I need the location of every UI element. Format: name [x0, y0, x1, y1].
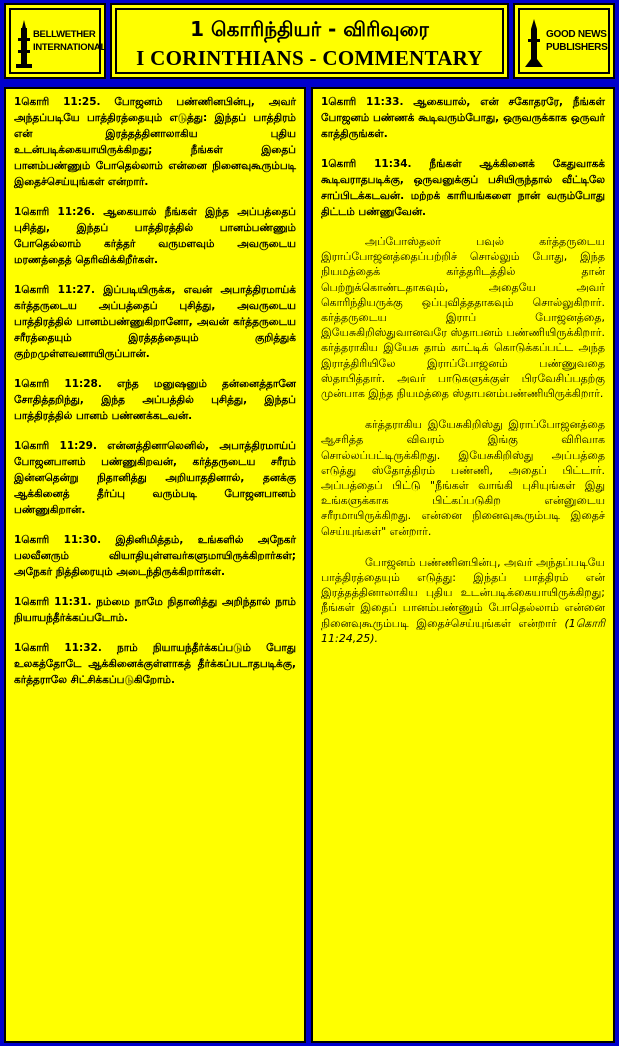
bellwether-logo: [4, 3, 106, 79]
verse-11-33: 1கொரி 11:33. ஆகையால், என் சகோதரரே, நீங்கள் போஜனம் பண்ணக் கூடிவரும்போது, ஒருவருக்காக ஒருவர் காத்திருங்கள்.: [321, 96, 605, 140]
tower-icon: [525, 19, 543, 69]
verse-11-31: 1கொரி 11:31. நம்மை நாமே நிதானித்து அறிந்தால் நாம் நியாயந்தீர்க்கப்படோம்.: [14, 596, 296, 624]
commentary-text: போஜனம் பண்ணினபின்பு, அவர் அந்தப்படியே பாத்திரத்தையும் எடுத்து: இந்தப் பாத்திரம் என் இரத்தத்தினாலாகிய புதிய உடன்படிக்கையாயிருக்கிறது; நீங்கள் இதைப் பானம்பண்ணும் போதெல்லாம் என்னை நினைவுகூரும்படி இதைச்செய்யுங்கள் என்றார்: [321, 555, 605, 630]
good-news-logo: [513, 3, 615, 79]
commentary-citation: (1கொரி 11:24,25).: [321, 616, 606, 645]
left-logo-line1: BELLWETHER: [33, 29, 96, 40]
commentary-paragraph: கர்த்தராகிய இயேசுகிறிஸ்து இராப்போஜனத்தை ஆசரித்த விவரம் இங்கு விரிவாக சொல்லப்பட்டிருக்கிறது. இயேசுகிறிஸ்து அப்பத்தை எடுத்து ஸ்தோத்திரம் பண்ணி, அதைப் பிட்டார். அப்பத்தைப் பிட்டு "நீங்கள் வாங்கி புசியுங்கள் இது உங்களுக்காக பிட்கப்படுகிற என்னுடைய சரீரமாயிருக்கிறது. என்னை நினைவுகூரும்படி இதைச் செய்யுங்கள்" என்றார்.: [321, 418, 605, 538]
title-english: I CORINTHIANS - COMMENTARY: [136, 46, 483, 70]
left-column: [4, 87, 306, 1043]
page-header: [4, 3, 615, 79]
verse-11-32: 1கொரி 11:32. நாம் நியாயந்தீர்க்கப்படும் போது உலகத்தோடே ஆக்கினைக்குள்ளாகத் தீர்க்கப்படாதபடிக்கு, கர்த்தராலே சிட்சிக்கப்படுகிறோம்.: [14, 642, 296, 686]
commentary-paragraph: அப்போஸ்தலர் பவுல் கர்த்தருடைய இராப்போஜனத்தைப்பற்றிச் சொல்லும் போது, இந்த நியமத்தைக் கர்த்தரிடத்தில் தான் பெற்றுக்கொண்டதாகவும், அதையே அவர் கொரிந்தியருக்கு ஒப்புவித்ததாகவும் சொல்லுகிறார். கர்த்தருடைய இராப் போஜனத்தை, இயேசுகிறிஸ்துவானவரே ஸ்தாபனம் பண்ணியிருக்கிறார். கர்த்தராகிய இயேசு தாம் காட்டிக் கொடுக்கப்பட்ட அந்த இராத்திரியிலே இராப்போஜனம் பண்ணுவதை ஸ்தாபித்தார். அவர் பாடுகளுக்குள் பிரவேசிப்பதற்கு முன்பாக இந்த நியமத்தை ஸ்தாபனம்பண்ணியிருக்கிறார்.: [321, 235, 605, 401]
verse-11-25: 1கொரி 11:25. போஜனம் பண்ணினபின்பு, அவர் அந்தப்படியே பாத்திரத்தையும் எடுத்து: இந்தப் பாத்திரம் என் இரத்தத்தினாலாகிய புதிய உடன்படிக்கையாயிருக்கிறது; நீங்கள் இதைப் பானம்பண்ணும் போதெல்லாம் என்னை நினைவுகூரும்படி இதைச்செய்யுங்கள் என்றார்.: [14, 96, 296, 188]
commentary-paragraph: [321, 555, 605, 646]
right-logo-line1: GOOD NEWS: [546, 29, 607, 40]
right-logo-line2: PUBLISHERS: [546, 42, 608, 53]
right-column: [311, 87, 615, 1043]
verse-11-28: 1கொரி 11:28. எந்த மனுஷனும் தன்னைத்தானே சோதித்தறிந்து, இந்த அப்பத்தில் புசித்து, இந்தப் பாத்திரத்தில் பானம் பண்ணக்கடவன்.: [14, 378, 296, 422]
verse-11-29: 1கொரி 11:29. என்னத்தினாலெனில், அபாத்திரமாய்ப் போஜனபானம் பண்ணுகிறவன், கர்த்தருடைய சரீரம் இன்னதென்று நிதானித்து அறியாததினால், தனக்கு ஆக்கினைத் தீர்ப்பு வரும்படி போஜனபானம் பண்ணுகிறான்.: [14, 440, 296, 516]
title-tamil: 1 கொரிந்தியர் - விரிவுரை: [190, 17, 429, 41]
building-icon: [16, 20, 32, 68]
verse-11-26: 1கொரி 11:26. ஆகையால் நீங்கள் இந்த அப்பத்தைப் புசித்து, இந்தப் பாத்திரத்தில் பானம்பண்ணும் போதெல்லாம் கர்த்தர் வருமளவும் அவருடைய மரணத்தைத் தெரிவிக்கிறீர்கள்.: [14, 206, 296, 266]
verse-11-34: 1கொரி 11:34. நீங்கள் ஆக்கினைக் கேதுவாகக் கூடிவராதபடிக்கு, ஒருவனுக்குப் பசியிருந்தால் வீட்டிலே சாப்பிடக்கடவன். மற்றக் காரியங்களை நான் வரும்போது திட்டம் பண்ணுவேன்.: [321, 158, 605, 218]
title-banner: [110, 3, 509, 79]
verse-11-30: 1கொரி 11:30. இதினிமித்தம், உங்களில் அநேகர் பலவீனரும் வியாதியுள்ளவர்களுமாயிருக்கிறார்கள்; அநேகர் நித்திரையும் அடைந்திருக்கிறார்கள்.: [14, 534, 296, 578]
verse-11-27: 1கொரி 11:27. இப்படியிருக்க, எவன் அபாத்திரமாய்க் கர்த்தருடைய அப்பத்தைப் புசித்து, அவருடைய பாத்திரத்தில் பானம்பண்ணுகிறானோ, அவன் கர்த்தருடைய சரீரத்தையும் இரத்தத்தையும் குறித்துக் குற்றமுள்ளவனாயிருப்பான்.: [14, 284, 296, 360]
left-logo-line2: INTERNATIONAL: [33, 42, 106, 53]
